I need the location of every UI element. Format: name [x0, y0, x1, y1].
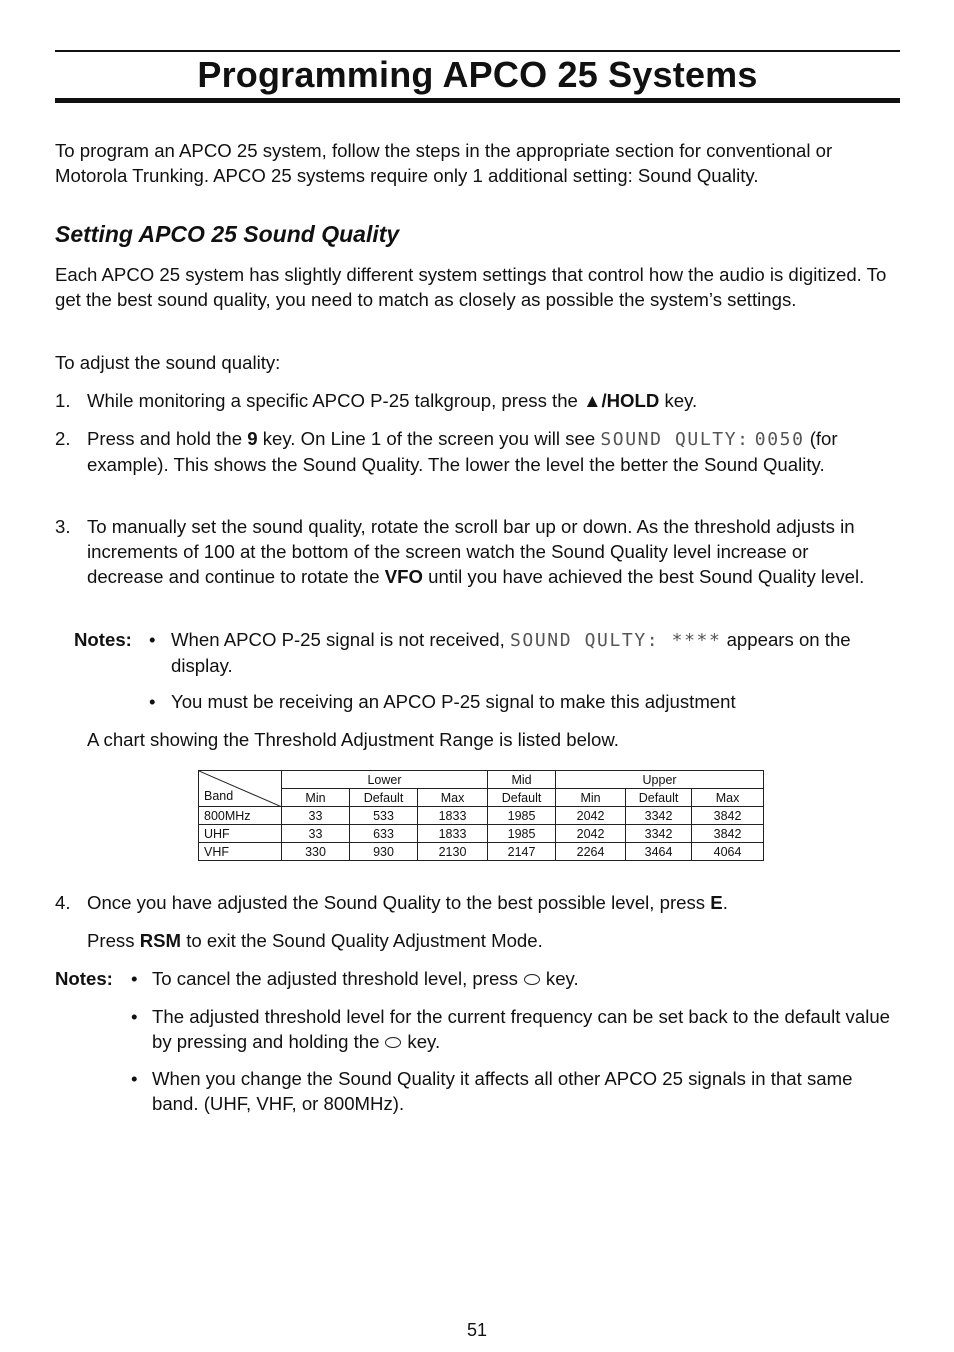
step-1-text	[87, 388, 902, 413]
step-1-pre: While monitoring a specific APCO P-25 talkgroup, press the	[87, 390, 584, 411]
bullet-icon: •	[149, 691, 156, 712]
bullet-icon: •	[149, 629, 156, 650]
table-row	[199, 825, 764, 843]
step-3-text	[87, 514, 887, 589]
note-1-1-post: appears on the display.	[171, 629, 851, 676]
step-2-text	[87, 426, 887, 477]
note-1-1	[171, 627, 901, 678]
rsm-pre: Press	[87, 930, 140, 951]
bullet-icon: •	[131, 968, 138, 989]
value-cell: 3342	[626, 807, 692, 825]
note-2-1-post: key.	[545, 968, 579, 989]
col-header: Max	[692, 789, 764, 807]
rsm-key-label: RSM	[139, 930, 182, 951]
nine-key-label: 9	[247, 428, 258, 449]
note-2-3: When you change the Sound Quality it affects all other APCO 25 signals in that same band. (UHF, VHF, or 800MHz).	[152, 1068, 853, 1114]
e-key-label: E	[710, 892, 723, 913]
lcd-level-value: 0050	[754, 429, 805, 450]
step-3-number: 3.	[55, 516, 71, 537]
note-2-1	[152, 966, 902, 991]
step-3-pre: To manually set the sound quality, rotate the scroll bar up or down. As the threshold adjusts in increments of 100 at the bottom of the screen watch the Sound Quality level increase or decrease and continue to rotate the	[87, 516, 855, 587]
step-1-number: 1.	[55, 390, 71, 411]
section-heading: Setting APCO 25 Sound Quality	[55, 221, 400, 247]
note-2-1-pre: To cancel the adjusted threshold level, press	[152, 968, 518, 989]
intro-paragraph: To program an APCO 25 system, follow the steps in the appropriate section for conventional or Motorola Trunking. APCO 25 systems require only 1 additional setting: Sound Quality.	[55, 140, 833, 186]
lcd-sound-qulty: SOUND QULTY:	[600, 429, 750, 450]
vfo-key-label: VFO	[384, 566, 423, 587]
table-row	[199, 843, 764, 861]
step-4-number: 4.	[55, 892, 71, 913]
lcd-sound-qulty-stars: SOUND QULTY: ****	[509, 630, 722, 651]
value-cell: 2147	[488, 843, 556, 861]
rsm-post: to exit the Sound Quality Adjustment Mode.	[181, 930, 543, 951]
title-rule-top	[55, 50, 900, 52]
group-upper: Upper	[556, 771, 764, 789]
bullet-icon: •	[131, 1006, 138, 1027]
value-cell: 1985	[488, 825, 556, 843]
value-cell: 4064	[692, 843, 764, 861]
band-corner-cell	[199, 771, 282, 807]
note-1-2: You must be receiving an APCO P-25 signal to make this adjustment	[171, 691, 736, 712]
table-group-row	[199, 771, 764, 789]
value-cell: 330	[282, 843, 350, 861]
value-cell: 3842	[692, 807, 764, 825]
value-cell: 3842	[692, 825, 764, 843]
note-2-2	[152, 1004, 902, 1054]
value-cell: 1833	[418, 825, 488, 843]
value-cell: 33	[282, 825, 350, 843]
bullet-icon: •	[131, 1068, 138, 1089]
value-cell: 930	[350, 843, 418, 861]
step-3-post: until you have achieved the best Sound Quality level.	[422, 566, 865, 587]
table-header-row	[199, 789, 764, 807]
oval-key-icon	[385, 1037, 401, 1048]
value-cell: 533	[350, 807, 418, 825]
chart-intro: A chart showing the Threshold Adjustment Range is listed below.	[87, 729, 619, 750]
note-2-2-post: key.	[407, 1031, 441, 1052]
col-header: Default	[626, 789, 692, 807]
title-rule-bottom	[55, 98, 900, 103]
step-2-post: (for example). This shows the Sound Quality. The lower the level the better the Sound Quality.	[87, 428, 838, 475]
col-header: Min	[556, 789, 626, 807]
page-title: Programming APCO 25 Systems	[197, 54, 758, 95]
value-cell: 33	[282, 807, 350, 825]
step-2-number: 2.	[55, 428, 71, 449]
notes-label-1: Notes:	[74, 629, 132, 650]
notes-label-2: Notes:	[55, 968, 113, 989]
rsm-instruction	[87, 928, 902, 953]
step-2-pre: Press and hold the	[87, 428, 248, 449]
step-4-post: .	[722, 892, 728, 913]
value-cell: 3464	[626, 843, 692, 861]
step-2-mid: key. On Line 1 of the screen you will see	[257, 428, 601, 449]
note-1-1-pre: When APCO P-25 signal is not received,	[171, 629, 510, 650]
group-lower: Lower	[282, 771, 488, 789]
band-header: Band	[204, 789, 234, 803]
value-cell: 2130	[418, 843, 488, 861]
band-cell: VHF	[199, 843, 282, 861]
col-header: Max	[418, 789, 488, 807]
band-cell: 800MHz	[199, 807, 282, 825]
value-cell: 2042	[556, 825, 626, 843]
step-1-post: key.	[659, 390, 698, 411]
col-header: Min	[282, 789, 350, 807]
value-cell: 633	[350, 825, 418, 843]
oval-key-icon	[524, 974, 540, 985]
hold-key-label: ▲/HOLD	[583, 390, 660, 411]
value-cell: 2042	[556, 807, 626, 825]
step-4-text	[87, 890, 902, 915]
band-cell: UHF	[199, 825, 282, 843]
table-row	[199, 807, 764, 825]
adjust-intro: To adjust the sound quality:	[55, 352, 281, 373]
col-header: Default	[488, 789, 556, 807]
value-cell: 1985	[488, 807, 556, 825]
step-4-pre: Once you have adjusted the Sound Quality to the best possible level, press	[87, 892, 711, 913]
section-paragraph: Each APCO 25 system has slightly different system settings that control how the audio is digitized. To get the best sound quality, you need to match as closely as possible the system’s settings.	[55, 264, 887, 310]
threshold-table	[198, 770, 764, 861]
value-cell: 3342	[626, 825, 692, 843]
note-2-2-pre: The adjusted threshold level for the current frequency can be set back to the default value by pressing and holding the	[152, 1006, 891, 1052]
group-mid: Mid	[488, 771, 556, 789]
value-cell: 2264	[556, 843, 626, 861]
value-cell: 1833	[418, 807, 488, 825]
page-number: 51	[466, 1320, 488, 1340]
col-header: Default	[350, 789, 418, 807]
